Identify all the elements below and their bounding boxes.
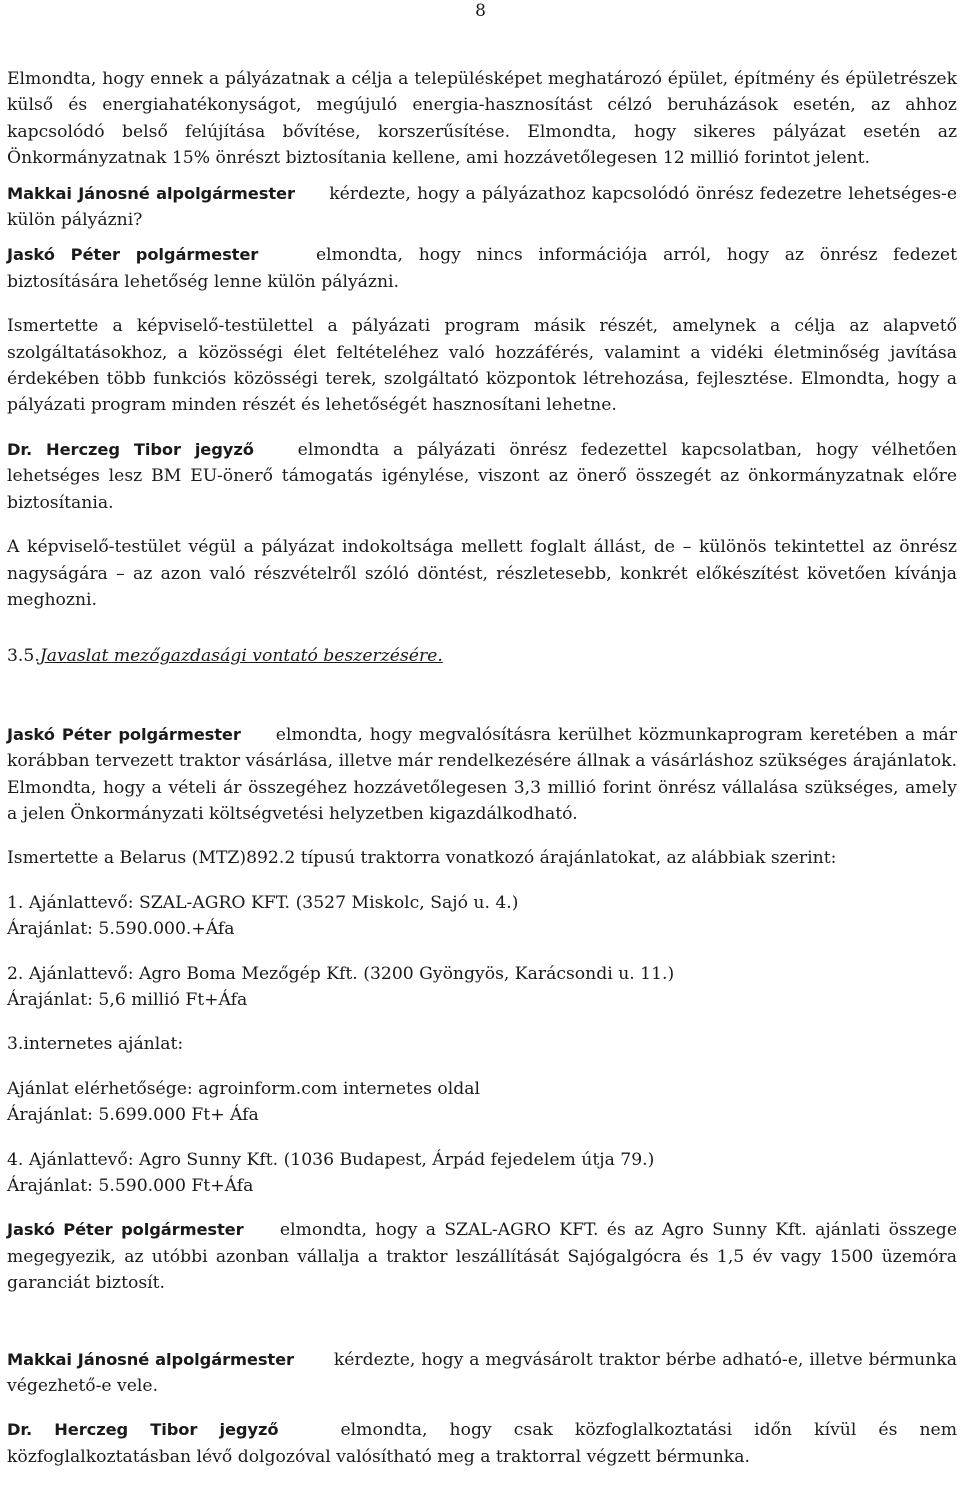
offer-3-heading: 3.internetes ajánlat: [7, 1034, 184, 1055]
paragraph-8: Ismertette a Belarus (MTZ)892.2 típusú traktorra vonatkozó árajánlatokat, az alábbiak szerint: [7, 848, 837, 869]
offer-line: Ajánlat elérhetősége: agroinform.com internetes oldal [7, 1078, 481, 1099]
paragraph-2 [7, 181, 957, 234]
offer-line: 4. Ajánlattevő: Agro Sunny Kft. (1036 Budapest, Árpád fejedelem útja 79.) [7, 1149, 655, 1170]
paragraph-10 [7, 1347, 957, 1400]
offer-line: 1. Ajánlattevő: SZAL-AGRO KFT. (3527 Miskolc, Sajó u. 4.) [7, 892, 519, 913]
speaker-text: elmondta, hogy csak közfoglalkoztatási időn kívül és nem közfoglalkoztatásban lévő dolgozóval valósítható meg a traktorral végzett bérmunka. [7, 1420, 957, 1467]
speaker-name: Jaskó Péter polgármester [7, 245, 259, 265]
paragraph-3 [7, 242, 957, 295]
speaker-text: kérdezte, hogy a pályázathoz kapcsolódó önrész fedezetre lehetséges-e külön pályázni? [7, 183, 957, 231]
section-number: 3.5. [7, 646, 40, 667]
speaker-name: Jaskó Péter polgármester [7, 1220, 244, 1240]
offer-1 [7, 890, 957, 943]
offer-3 [7, 1076, 957, 1129]
section-title: Javaslat mezőgazdasági vontató beszerzésére. [39, 646, 443, 667]
paragraph-6: A képviselő-testület végül a pályázat indokoltsága mellett foglalt állást, de – különös tekintettel az önrész nagyságára – az azon való részvételről szóló döntést, részletesebb, konkrét előkészítést követően kívánja meghozni. [7, 537, 957, 610]
page-number: 8 [475, 1, 486, 21]
paragraph-7 [7, 722, 957, 828]
speaker-name: Dr. Herczeg Tibor jegyző [7, 439, 254, 459]
offer-price: Árajánlat: 5.590.000 Ft+Áfa [7, 1176, 254, 1196]
speaker-name: Dr. Herczeg Tibor jegyző [7, 1420, 279, 1440]
speaker-text: elmondta, hogy a SZAL-AGRO KFT. és az Agro Sunny Kft. ajánlati összege megegyezik, az utóbbi azonban vállalja a traktor leszállítását Sajógalgócra és 1,5 év vagy 1500 üzemóra garanciát biztosít. [7, 1220, 957, 1294]
paragraph-1: Elmondta, hogy ennek a pályázatnak a célja a településképet meghatározó épület, építmény és épületrészek külső és energiahatékonyságot, megújuló energia-hasznosítást célzó beruházások esetén, az ahhoz kapcsolódó belső felújítása bővítése, korszerűsítése. Elmondta, hogy sikeres pályázat esetén az Önkormányzatnak 15% önrészt biztosítania kellene, ami hozzávetőlegesen 12 millió forintot jelent. [7, 69, 957, 169]
section-heading [7, 643, 957, 669]
speaker-text: elmondta a pályázati önrész fedezettel kapcsolatban, hogy vélhetően lehetséges lesz BM EU-önerő támogatás igénylése, viszont az önerő összegét az önkormányzatnak előre biztosítania. [7, 439, 957, 513]
offer-price: Árajánlat: 5.699.000 Ft+ Áfa [7, 1105, 259, 1126]
offer-price: Árajánlat: 5.590.000.+Áfa [7, 919, 235, 940]
offer-4 [7, 1147, 957, 1200]
speaker-name: Jaskó Péter polgármester [7, 724, 241, 744]
paragraph-5 [7, 437, 957, 516]
speaker-text: elmondta, hogy nincs információja arról, hogy az önrész fedezet biztosítására lehetőség lenne külön pályázni. [7, 245, 957, 292]
paragraph-11 [7, 1417, 957, 1470]
speaker-name: Makkai Jánosné alpolgármester [7, 183, 295, 203]
offer-line: 2. Ajánlattevő: Agro Boma Mezőgép Kft. (3200 Gyöngyös, Karácsondi u. 11.) [7, 963, 675, 984]
speaker-text: kérdezte, hogy a megvásárolt traktor bérbe adható-e, illetve bérmunka végezhető-e vele. [7, 1349, 957, 1397]
offer-2 [7, 961, 957, 1014]
speaker-name: Makkai Jánosné alpolgármester [7, 1349, 294, 1369]
paragraph-9 [7, 1217, 957, 1296]
paragraph-4: Ismertette a képviselő-testülettel a pályázati program másik részét, amelynek a célja az alapvető szolgáltatásokhoz, a közösségi élet feltételéhez való hozzáférés, valamint a vidéki életminőség javítása érdekében több funkciós közösségi terek, szolgáltató központok létrehozása, fejlesztése. Elmondta, hogy a pályázati program minden részét és lehetőségét hasznosítani lehetne. [7, 316, 957, 416]
speaker-text: elmondta, hogy megvalósításra kerülhet közmunkaprogram keretében a már korábban tervezett traktor vásárlása, illetve már rendelkezésére állnak a vásárláshoz szükséges árajánlatok. Elmondta, hogy a vételi ár összegéhez hozzávetőlegesen 3,3 millió forint önrész vállalása szükséges, amely a jelen Önkormányzati költségvetési helyzetben kigazdálkodható. [7, 724, 957, 824]
offer-price: Árajánlat: 5,6 millió Ft+Áfa [7, 989, 248, 1010]
document-body [7, 66, 957, 1470]
